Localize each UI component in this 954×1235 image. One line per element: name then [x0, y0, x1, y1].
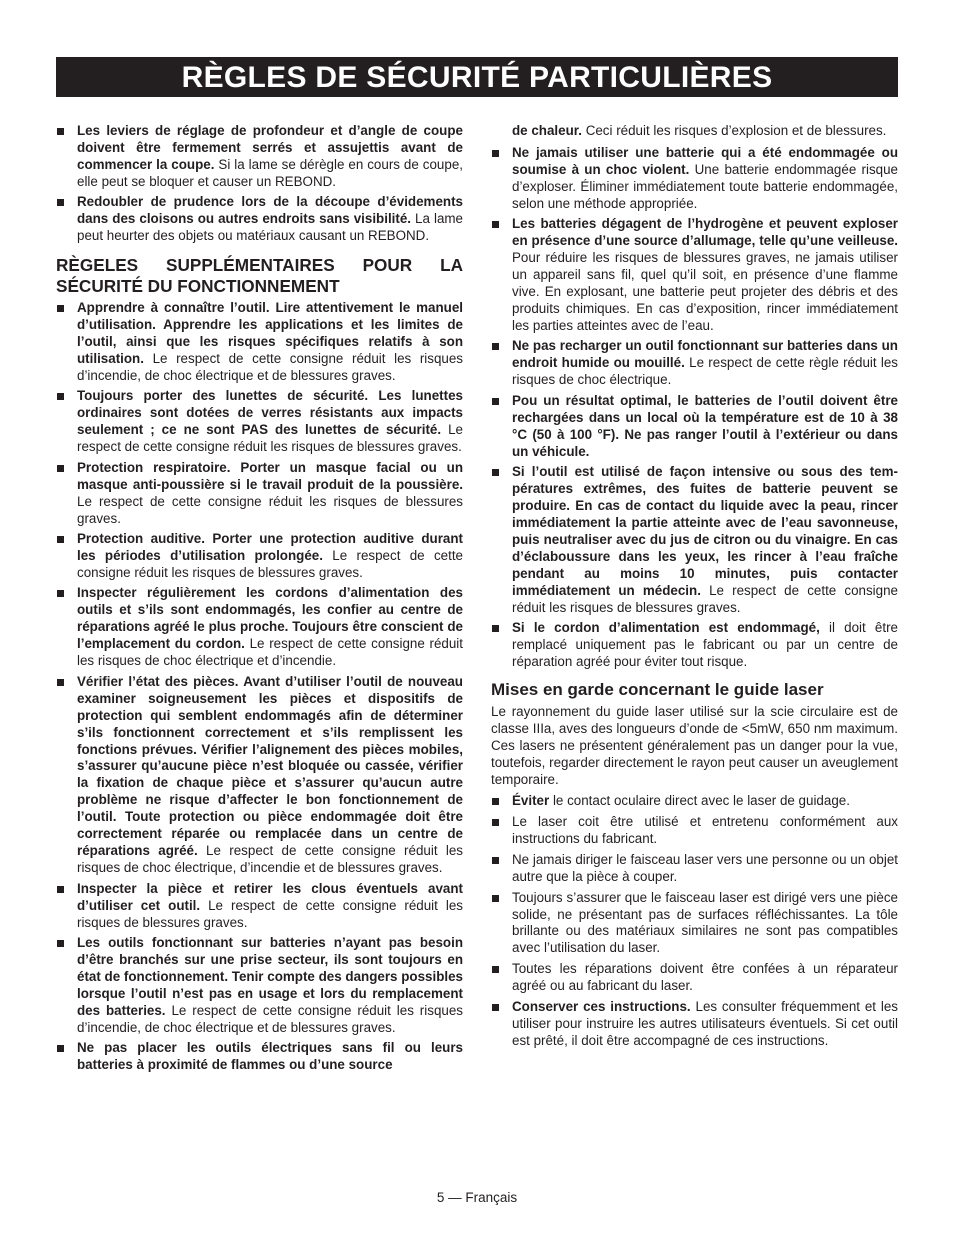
item-bold-text: Pou un résultat optimal, le batteries de l’outil doivent être rechargées dans un local où la température est de 10 à 38 °C (50 à 100 °F). Ne pas ranger l’outil à l’extérieur ou dans un véhicule.	[512, 392, 898, 459]
square-bullet-icon	[57, 536, 64, 543]
laser-intro-paragraph: Le rayonnement du guide laser utilisé sur la scie circulaire est de classe IIIa, aves des longueurs d’onde de <5mW, 650 nm maximum. Ces lasers ne présentent généralement pas un danger pour la vue, toutefois, regarder directement le rayon peut causer un aveuglement temporaire.	[491, 704, 898, 787]
list-item	[56, 531, 463, 582]
square-bullet-icon	[57, 128, 64, 135]
item-bold-text: Apprendre à connaître l’outil. Lire attentivement le manuel d’utilisation. Apprendre les applications et les limites de l’outil, ainsi que les risques spécifiques relatifs à son utilisation.	[77, 300, 463, 367]
list-item	[56, 194, 463, 245]
item-text: Le respect de cette consigne réduit les risques d’incendie, de choc électrique et de blessures graves.	[77, 351, 463, 383]
item-bold-text: Ne jamais utiliser une batterie qui a été endommagée ou soumise à un choc violent.	[512, 144, 898, 177]
list-item	[491, 961, 898, 995]
item-bold-text: Vérifier l’état des pièces. Avant d’utiliser l’outil de nouveau examiner soigneusement les pièces et dispositifs de protection qui semblent endommagés afin de déterminer s’ils fonctionnent correctement et s’ils remplissent les fonctions prévues. Vérifier l’alignement des pièces mobiles, s’assurer qu’aucune pièce n’est bloquée ou cassée, vérifier la fixation de chaque pièce et s’assurer qu’aucun autre problème ne risque d’affecter le bon fonctionnement de l’outil. Toute protection ou pièce endommagée doit être correctement réparée ou remplacée dans un centre de réparations agréé.	[77, 673, 463, 859]
list-item	[491, 620, 898, 671]
item-bold-text: de chaleur.	[512, 123, 582, 138]
left-column	[56, 123, 463, 1078]
square-bullet-icon	[492, 343, 499, 350]
square-bullet-icon	[57, 940, 64, 947]
item-bold-text: Conserver ces instructions.	[512, 999, 691, 1015]
item-bold-text: Protection respiratoire. Porter un masque facial ou un masque anti-poussière si le travail produit de la poussière.	[77, 459, 463, 492]
list-item	[56, 935, 463, 1037]
section-heading: RÈGELES SUPPLÉMENTAIRES POUR LA SÉCURITÉ DU FONCTIONNEMENT	[56, 255, 463, 297]
square-bullet-icon	[492, 150, 499, 157]
list-item-continuation	[491, 123, 898, 140]
item-text: Le laser coit être utilisé et entretenu conformément aux instructions du fabricant.	[512, 813, 898, 846]
top-rules-list	[56, 123, 463, 245]
square-bullet-icon	[492, 857, 499, 864]
list-item	[491, 464, 898, 617]
laser-section-heading: Mises en garde concernant le guide laser	[491, 680, 824, 700]
list-item	[56, 388, 463, 456]
laser-rules-list	[491, 793, 898, 1050]
item-text: Le respect de cette consigne réduit les risques de choc électrique et d’incendie.	[77, 636, 463, 669]
square-bullet-icon	[492, 398, 499, 405]
item-text: Toutes les réparations doivent être confées à un réparateur agréé ou au fabricant du laser.	[512, 961, 898, 994]
item-text: Pour réduire les risques de blessures graves, ne jamais utiliser un appareil sans fil, quel qu’il soit, en présence d’une flamme vive. En explosant, une batterie peut projeter des débris et des produits chimiques. En cas d’exposition, rincer immédiatement les parties atteintes avec de l’eau.	[512, 250, 898, 333]
square-bullet-icon	[57, 465, 64, 472]
square-bullet-icon	[57, 199, 64, 206]
square-bullet-icon	[492, 798, 499, 805]
item-bold-text: Inspecter la pièce et retirer les clous éventuels avant d’utiliser cet outil.	[77, 880, 463, 913]
square-bullet-icon	[57, 886, 64, 893]
item-text: La lame peut heurter des objets ou matériaux causant un REBOND.	[77, 211, 464, 244]
item-text: Toujours s’assurer que le faisceau laser est dirigé vers une pièce solide, ne présentant pas de surfaces réfléchissantes. La tôle brillante ou des matériaux similaires ne sont pas compatibles avec l’utilisation du laser.	[512, 889, 898, 956]
item-text: Les consulter fréquemment et les utiliser pour instruire les autres utilisateurs éventuels. Si cet outil est prêté, il doit être accompagné de ces instructions.	[512, 999, 899, 1049]
item-bold-text: Les batteries dégagent de l’hydrogène et peuvent exploser en présence d’une source d’allumage, telle qu’une veilleuse.	[512, 216, 898, 249]
item-text: Le respect de cette consigne réduit les risques de blessures graves.	[77, 548, 463, 580]
list-item	[491, 145, 898, 213]
item-text: Le respect de cette consigne réduit les risques de blessures graves.	[77, 493, 463, 526]
page-footer: 5 — Français	[436, 1190, 518, 1205]
square-bullet-icon	[57, 679, 64, 686]
item-bold-text: Si le cordon d’alimentation est endommagé,	[512, 620, 820, 636]
list-item	[491, 999, 898, 1050]
list-item	[491, 852, 898, 886]
square-bullet-icon	[57, 1045, 64, 1052]
item-text: Ceci réduit les risques d’explosion et de blessures.	[581, 123, 887, 138]
item-bold-text: Protection auditive. Porter une protection auditive durant les périodes d’utilisation prolongée.	[77, 531, 463, 564]
list-item	[56, 123, 463, 191]
item-bold-text: Les leviers de réglage de profondeur et d’angle de coupe doivent être fermement serrés et assujettis avant de commencer la coupe.	[77, 123, 463, 172]
square-bullet-icon	[492, 895, 499, 902]
list-item	[56, 585, 463, 670]
list-item	[56, 674, 463, 877]
item-bold-text: Redoubler de prudence lors de la découpe d’évidements dans des cloisons ou autres endroits sans visibilité.	[77, 194, 463, 227]
operation-rules-list	[56, 300, 463, 1074]
list-item	[491, 216, 898, 335]
item-text: Le respect de cette consigne réduit les risques d’incendie, de choc électrique et de blessures graves.	[77, 1002, 463, 1035]
item-text: le contact oculaire direct avec le laser de guidage.	[549, 792, 850, 808]
list-item	[491, 338, 898, 389]
square-bullet-icon	[492, 469, 499, 476]
item-text: Le respect de cette consigne réduit les risques de blessures graves.	[77, 422, 463, 455]
square-bullet-icon	[57, 590, 64, 597]
item-text: Le respect de cette consigne réduit les risques de blessures graves.	[77, 897, 463, 930]
square-bullet-icon	[492, 966, 499, 973]
battery-rules-list	[491, 145, 898, 671]
item-text: Le respect de cette consigne réduit les risques de blessures graves.	[512, 582, 899, 615]
item-text: Le respect de cette règle réduit les risques de choc électrique.	[512, 355, 898, 388]
item-bold-text: Éviter	[512, 792, 550, 808]
square-bullet-icon	[57, 305, 64, 312]
list-item	[491, 890, 898, 958]
item-bold-text: Toujours porter des lunettes de sécurité. Les lunettes ordinaires sont dotées de verres résistants aux impacts seulement ; ce ne sont PAS des lunettes de sécurité.	[77, 388, 463, 438]
square-bullet-icon	[492, 221, 499, 228]
item-bold-text: Les outils fonctionnant sur batteries n’ayant pas besoin d’être branchés sur une prise secteur, ils sont toujours en état de fonctionnement. Tenir compte des dangers possibles lorsque l’outil n’est pas en usage et lors du remplacement des batteries.	[77, 934, 463, 1018]
list-item	[56, 460, 463, 528]
square-bullet-icon	[57, 393, 64, 400]
list-item	[56, 300, 463, 385]
right-column	[491, 123, 898, 1054]
square-bullet-icon	[492, 819, 499, 826]
square-bullet-icon	[492, 625, 499, 632]
item-text: Le respect de cette consigne réduit les risques de choc électrique, d’incendie et de blessures graves.	[77, 843, 463, 876]
item-text: il doit être remplacé uniquement pas le fabricant ou par un centre de réparation agréé pour éviter tout risque.	[512, 620, 898, 670]
item-text: Une batterie endommagée risque d’exploser. Éliminer immédiatement toute batterie endommagée, selon une méthode appropriée.	[512, 161, 898, 211]
list-item	[491, 393, 898, 461]
square-bullet-icon	[492, 1004, 499, 1011]
list-item	[56, 881, 463, 932]
item-bold-text: Ne pas placer les outils électriques sans fil ou leurs batteries à proximité de flammes ou d’une source	[77, 1040, 463, 1073]
page-title: RÈGLES DE SÉCURITÉ PARTICULIÈRES	[56, 57, 898, 97]
list-item	[491, 793, 898, 810]
item-text: Ne jamais diriger le faisceau laser vers une personne ou un objet autre que la pièce à couper.	[512, 851, 898, 884]
item-bold-text: Ne pas recharger un outil fonctionnant sur batteries dans un endroit humide ou mouillé.	[512, 338, 898, 371]
list-item	[56, 1040, 463, 1074]
item-text: Si la lame se dérègle en cours de coupe, elle peut se bloquer et causer un REBOND.	[77, 156, 463, 189]
item-bold-text: Si l’outil est utilisé de façon intensive ou sous des tem-pératures extrêmes, des fuites de batterie peuvent se produire. En cas de contact du liquide avec la peau, rincer immédiatement la partie atteinte avec de l’eau savonneuse, puis neutraliser avec du jus de citron ou du vinaigre. En cas d’éclaboussure dans les yeux, les rincer à l’eau fraîche pendant au moins 10 minutes, puis contacter immédiatement un médecin.	[512, 464, 898, 598]
list-item	[491, 814, 898, 848]
item-bold-text: Inspecter régulièrement les cordons d’alimentation des outils et s’ils sont endommagés, les confier au centre de réparations agréé le plus proche. Toujours être conscient de l’emplacement du cordon.	[77, 585, 463, 652]
